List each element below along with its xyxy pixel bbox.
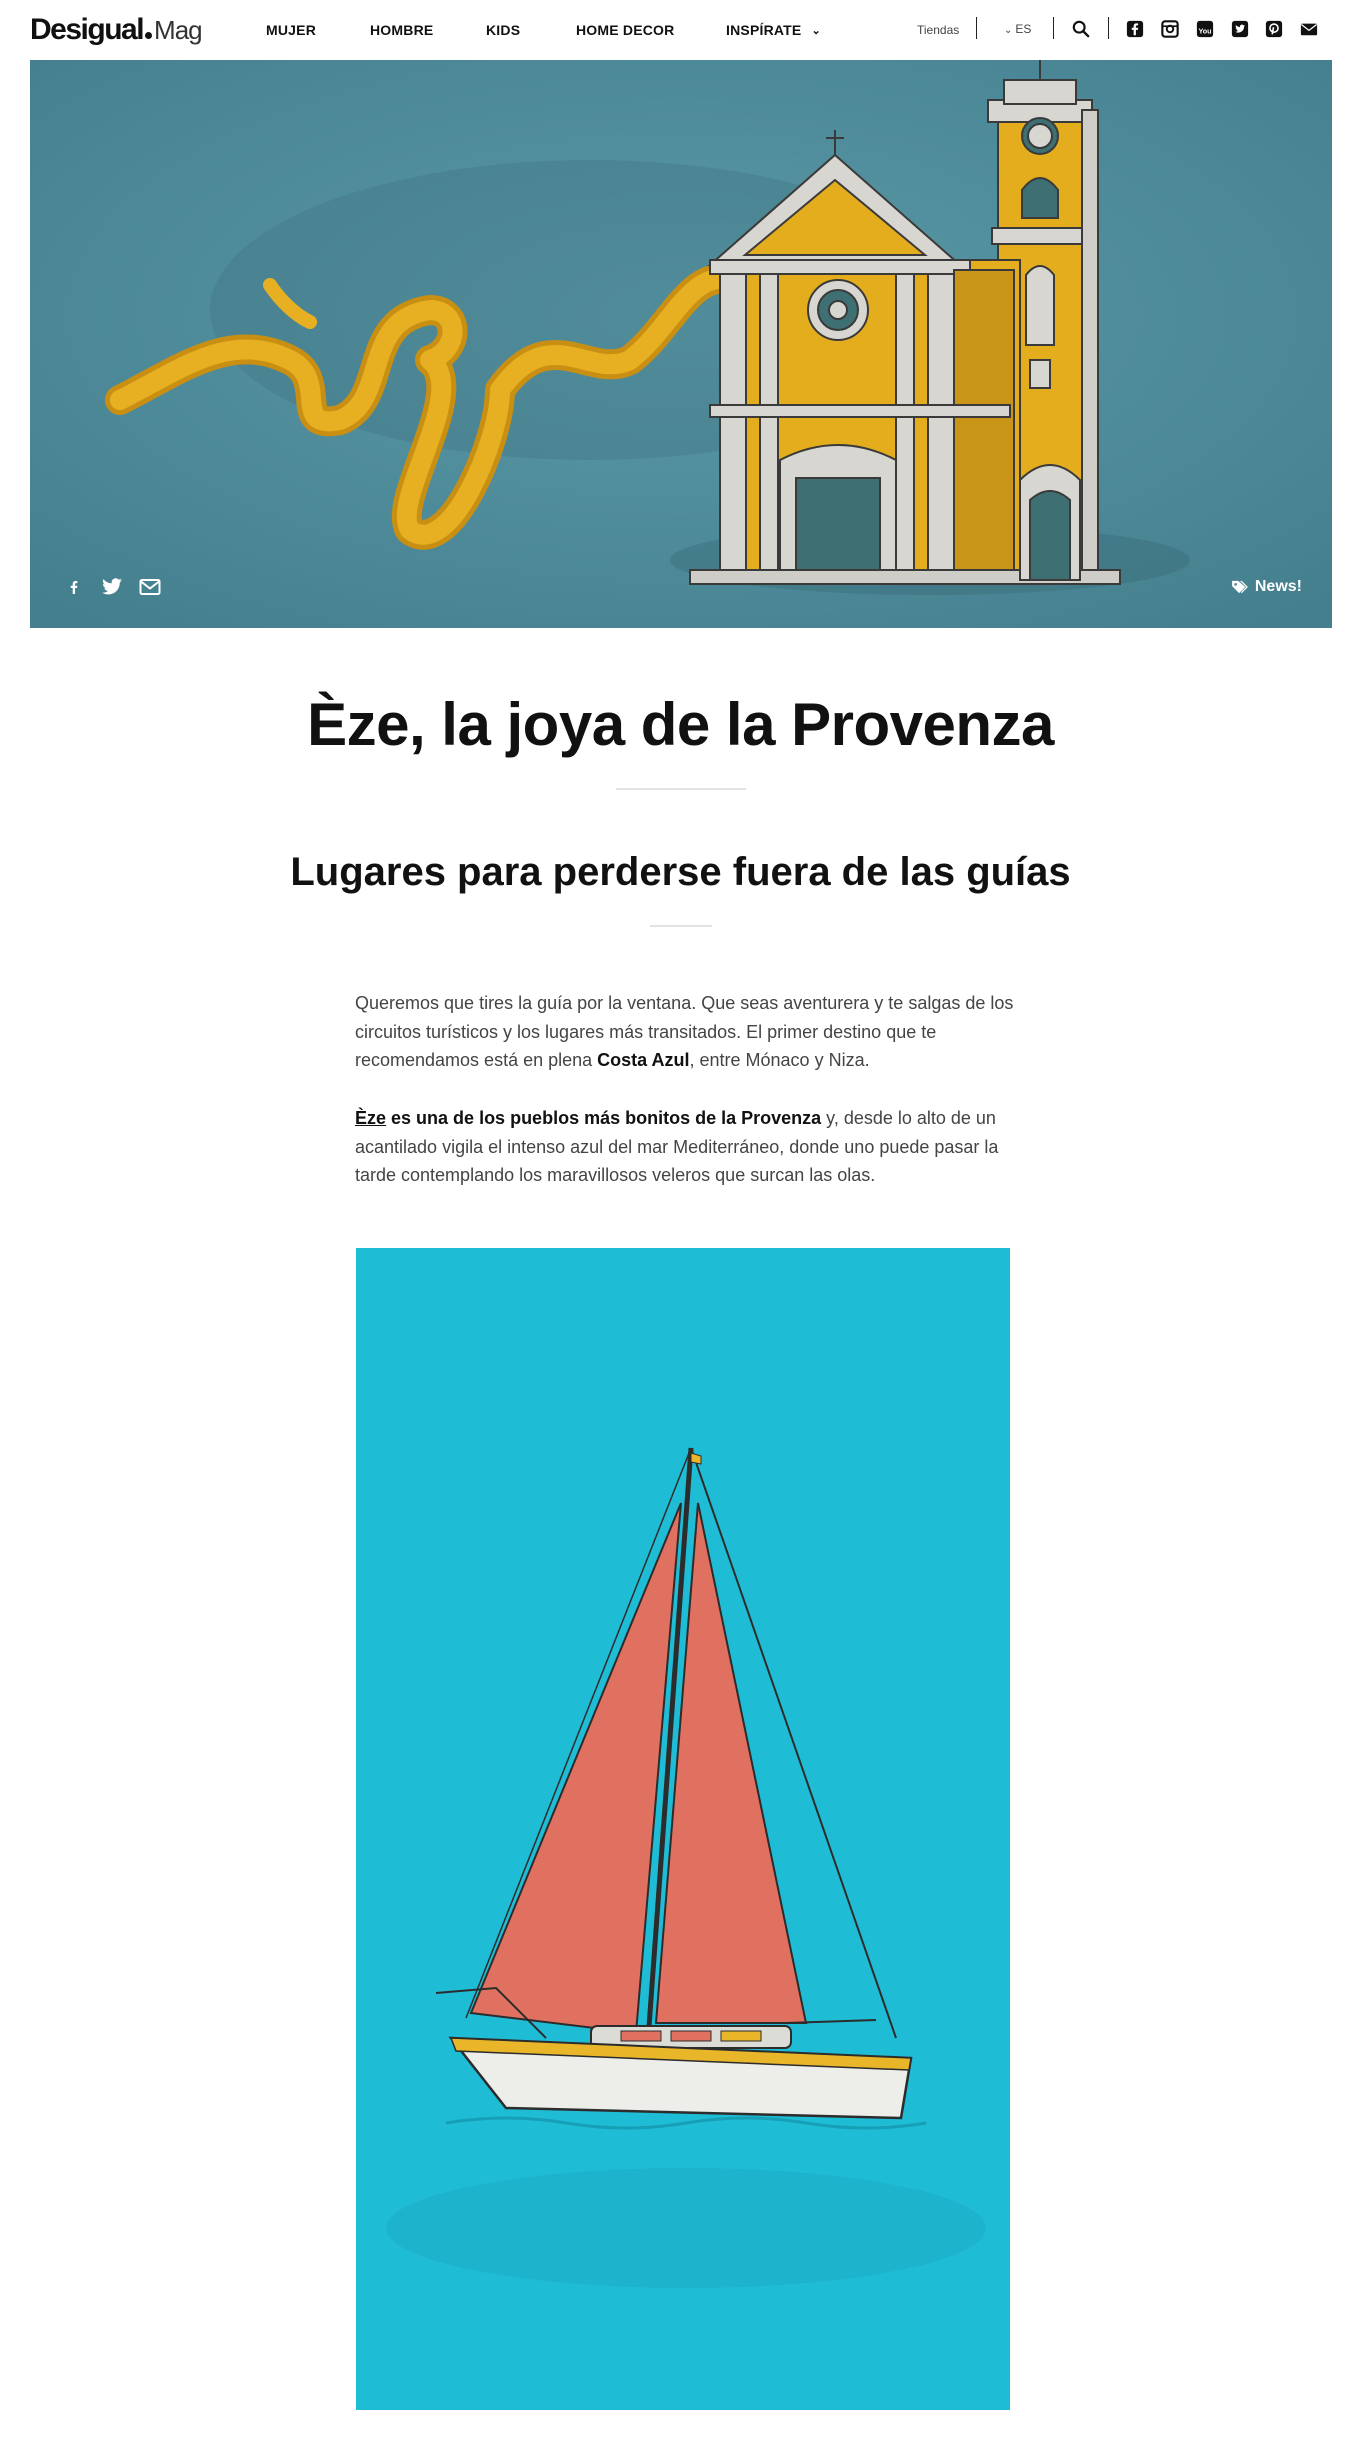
pinterest-icon[interactable] [1263, 18, 1285, 40]
language-code: ES [1015, 22, 1032, 36]
news-tag-label: News! [1254, 578, 1302, 595]
eze-highlight: es una de los pueblos más bonitos de la Provenza [386, 1108, 822, 1128]
p1-text: Queremos que tires la guía por la ventana. Que seas aventurera y te salgas de los circuitos turísticos y los lugares más transitados. El primer destino que te recomendamos está en plena [355, 993, 1014, 1070]
twitter-icon[interactable] [100, 576, 124, 598]
chevron-down-icon: ⌄ [811, 25, 821, 37]
nav-mujer[interactable]: MUJER [266, 22, 317, 38]
mail-icon[interactable] [1298, 18, 1320, 40]
tag-icon [1231, 580, 1249, 594]
nav-inspirate-label: INSPÍRATE [726, 22, 802, 38]
article-subtitle: Lugares para perderse fuera de las guías [290, 850, 1071, 894]
stores-link[interactable]: Tiendas [917, 23, 960, 37]
divider [976, 17, 977, 39]
divider [1053, 17, 1054, 39]
p2-tail: y, desde lo alto de un acantilado vigila el intenso azul del mar Mediterráneo, donde uno puede pasar la tarde contemplando los maravillosos veleros que surcan las olas. [355, 1108, 999, 1185]
costa-azul-highlight: Costa Azul [597, 1050, 690, 1070]
instagram-icon[interactable] [1159, 18, 1181, 40]
logo-sub: Mag [154, 15, 202, 45]
paragraph-intro [355, 989, 1015, 1075]
top-header [0, 0, 1361, 60]
divider [1108, 17, 1109, 39]
sailboat-drawing [356, 1248, 1010, 2410]
mail-icon[interactable] [138, 576, 162, 598]
title-divider [616, 788, 746, 790]
p1-tail: , entre Mónaco y Niza. [689, 1050, 870, 1070]
desigual-mag-logo[interactable] [30, 13, 202, 47]
nav-home-decor[interactable]: HOME DECOR [576, 22, 675, 38]
subtitle-divider [650, 925, 712, 927]
hero-share-bar [62, 576, 162, 598]
news-tag[interactable] [1231, 578, 1302, 596]
logo-dot [145, 32, 152, 39]
facebook-icon[interactable] [1124, 18, 1146, 40]
youtube-icon[interactable] [1194, 18, 1216, 40]
facebook-icon[interactable] [62, 576, 86, 598]
language-selector[interactable] [1004, 22, 1031, 36]
twitter-icon[interactable] [1229, 18, 1251, 40]
eze-link[interactable]: Èze [355, 1108, 387, 1128]
search-icon[interactable] [1070, 18, 1092, 40]
article-title: Èze, la joya de la Provenza [307, 691, 1054, 758]
paragraph-eze [355, 1104, 1015, 1190]
hero-illustration [30, 60, 1332, 628]
chevron-down-icon: ⌄ [1004, 25, 1013, 36]
logo-brand: Desigual [30, 13, 144, 46]
svg-text:You: You [1198, 26, 1212, 36]
nav-hombre[interactable]: HOMBRE [370, 22, 434, 38]
sailboat-illustration [356, 1248, 1010, 2410]
nav-kids[interactable]: KIDS [486, 22, 521, 38]
hero-banner [30, 60, 1332, 628]
nav-inspirate[interactable] [726, 22, 821, 38]
